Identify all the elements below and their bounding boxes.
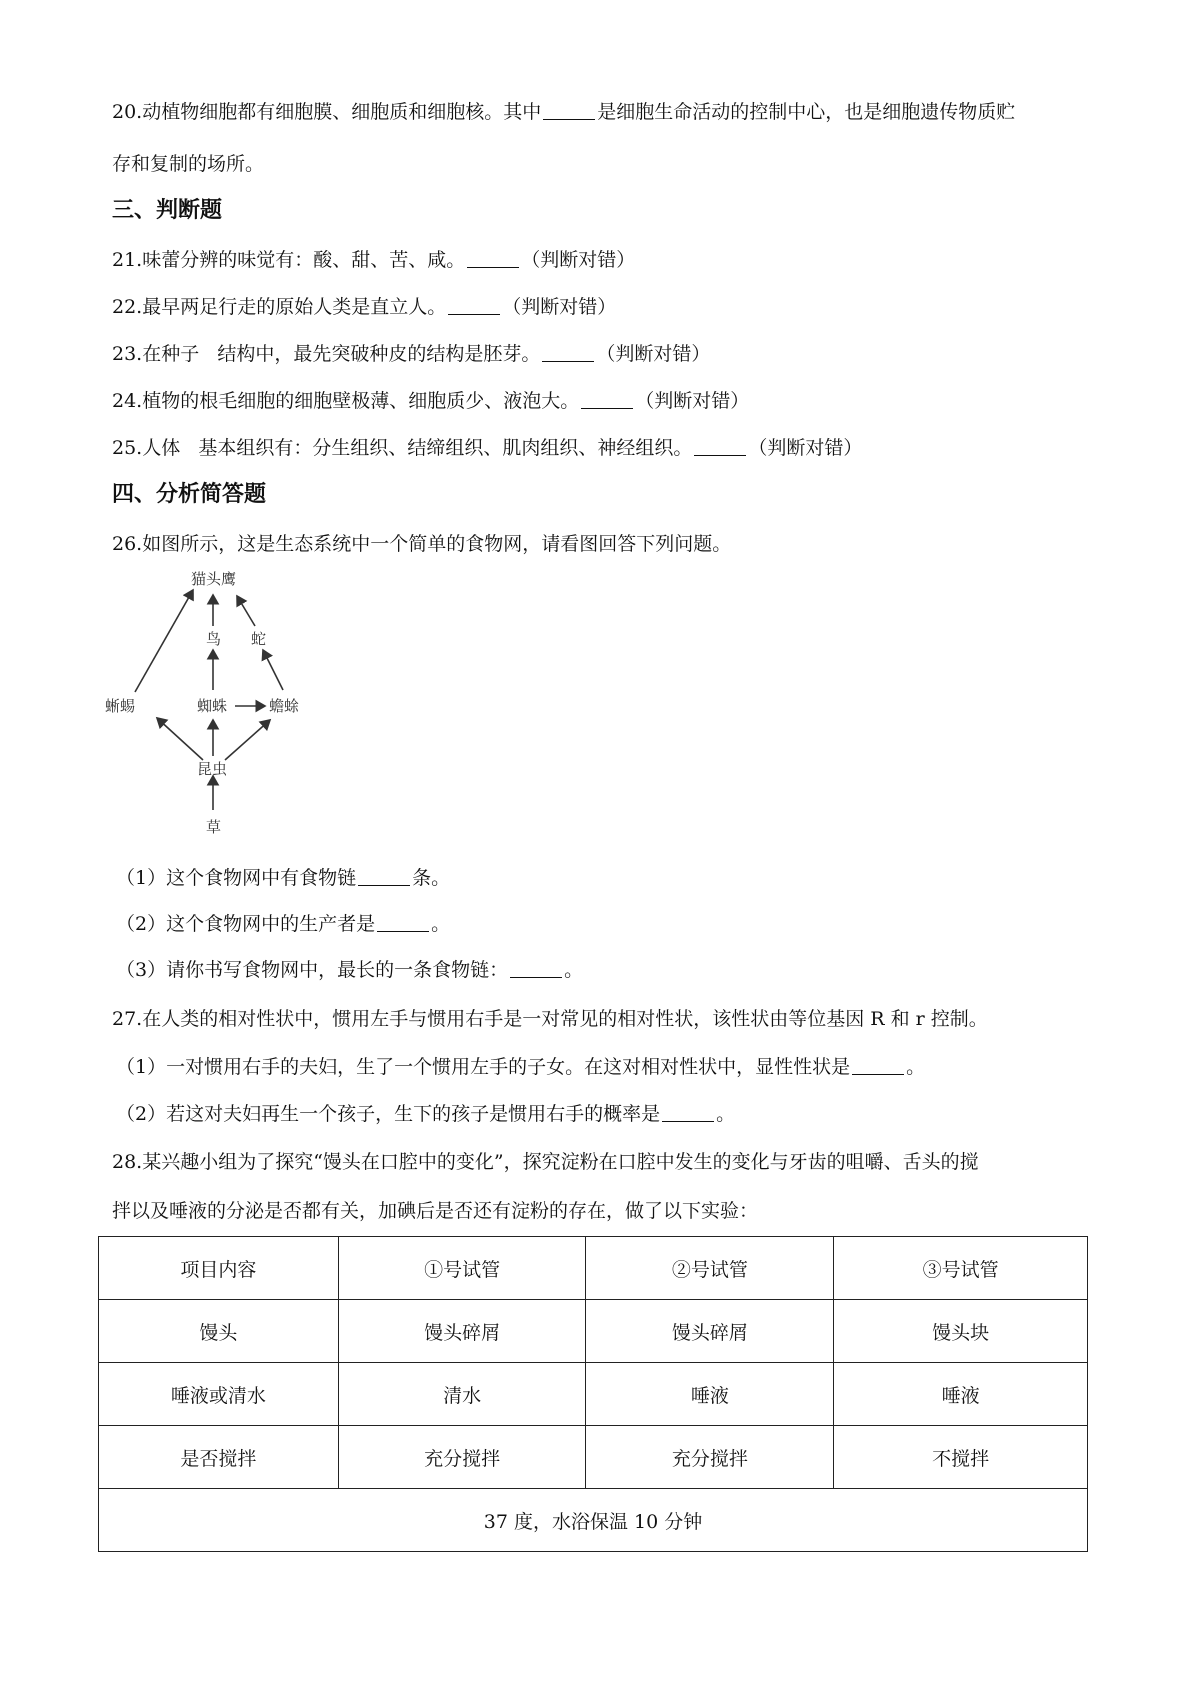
experiment-table bbox=[98, 1236, 1088, 1552]
label-grass: 草 bbox=[206, 818, 222, 836]
arrow-insect-lizard bbox=[157, 718, 203, 760]
table-cell: 不搅拌 bbox=[834, 1426, 1088, 1489]
question-28-line2: 拌以及唾液的分泌是否都有关，加碘后是否还有淀粉的存在，做了以下实验： bbox=[112, 1200, 759, 1222]
arrow-frog-snake bbox=[263, 650, 283, 690]
arrow-snake-eagle bbox=[237, 596, 255, 626]
table-cell: 充分搅拌 bbox=[586, 1426, 834, 1489]
table-cell: 馒头碎屑 bbox=[338, 1300, 586, 1363]
arrow-lizard-eagle bbox=[135, 590, 193, 692]
answer-blank bbox=[358, 867, 410, 886]
question-26-2: （2）这个食物网中的生产者是 。 bbox=[116, 913, 451, 935]
question-25: 25.人体 基本组织有：分生组织、结缔组织、肌肉组织、神经组织。 （判断对错） bbox=[112, 437, 863, 459]
label-spider: 蜘蛛 bbox=[197, 697, 228, 715]
table-cell: 唾液 bbox=[834, 1363, 1088, 1426]
table-row bbox=[99, 1300, 1088, 1363]
answer-blank bbox=[542, 343, 594, 362]
question-21: 21.味蕾分辨的味觉有：酸、甜、苦、咸。 （判断对错） bbox=[112, 249, 636, 271]
answer-blank bbox=[694, 437, 746, 456]
table-footer-cell: 37 度，水浴保温 10 分钟 bbox=[99, 1489, 1088, 1552]
table-cell: 唾液 bbox=[586, 1363, 834, 1426]
answer-blank bbox=[510, 959, 562, 978]
q20-line1: 20.动植物细胞都有细胞膜、细胞质和细胞核。其中 是细胞生命活动的控制中心，也是细胞遗传物质贮 bbox=[112, 101, 1016, 123]
table-header-cell: ③号试管 bbox=[834, 1237, 1088, 1300]
label-lizard: 蜥蜴 bbox=[105, 697, 136, 715]
label-snake: 蛇 bbox=[251, 630, 267, 648]
table-cell: 馒头碎屑 bbox=[586, 1300, 834, 1363]
label-insect: 昆虫 bbox=[197, 760, 228, 778]
question-23: 23.在种子 结构中，最先突破种皮的结构是胚芽。 （判断对错） bbox=[112, 343, 711, 365]
question-26-stem: 26.如图所示，这是生态系统中一个简单的食物网，请看图回答下列问题。 bbox=[112, 533, 732, 555]
table-header-cell: 项目内容 bbox=[99, 1237, 339, 1300]
answer-blank bbox=[543, 101, 595, 120]
q20-line2: 存和复制的场所。 bbox=[112, 153, 265, 175]
arrow-insect-frog bbox=[225, 720, 270, 760]
answer-blank bbox=[852, 1056, 904, 1075]
question-24: 24.植物的根毛细胞的细胞壁极薄、细胞质少、液泡大。 （判断对错） bbox=[112, 390, 750, 412]
answer-blank bbox=[581, 390, 633, 409]
answer-blank bbox=[377, 913, 429, 932]
table-cell: 馒头块 bbox=[834, 1300, 1088, 1363]
table-cell: 清水 bbox=[338, 1363, 586, 1426]
section-title-analysis: 四、分析简答题 bbox=[112, 482, 267, 507]
table-cell: 唾液或清水 bbox=[99, 1363, 339, 1426]
question-28-line1: 28.某兴趣小组为了探究“馒头在口腔中的变化”，探究淀粉在口腔中发生的变化与牙齿的咀嚼、舌头的搅 bbox=[112, 1151, 979, 1173]
question-27-1: （1）一对惯用右手的夫妇，生了一个惯用左手的子女。在这对相对性状中，显性性状是 。 bbox=[116, 1056, 926, 1078]
table-cell: 充分搅拌 bbox=[338, 1426, 586, 1489]
table-header-cell: ①号试管 bbox=[338, 1237, 586, 1300]
question-26-3: （3）请你书写食物网中，最长的一条食物链： 。 bbox=[116, 959, 584, 981]
table-header-cell: ②号试管 bbox=[586, 1237, 834, 1300]
question-22: 22.最早两足行走的原始人类是直立人。 （判断对错） bbox=[112, 296, 617, 318]
table-header-row bbox=[99, 1237, 1088, 1300]
question-27-stem: 27.在人类的相对性状中，惯用左手与惯用右手是一对常见的相对性状，该性状由等位基因 R 和 r 控制。 bbox=[112, 1008, 988, 1030]
answer-blank bbox=[448, 296, 500, 315]
table-row bbox=[99, 1426, 1088, 1489]
table-row bbox=[99, 1363, 1088, 1426]
label-eagle: 猫头鹰 bbox=[191, 570, 237, 588]
answer-blank bbox=[467, 249, 519, 268]
food-web-diagram bbox=[105, 570, 345, 840]
table-cell: 是否搅拌 bbox=[99, 1426, 339, 1489]
question-26-1: （1）这个食物网中有食物链 条。 bbox=[116, 867, 451, 889]
table-cell: 馒头 bbox=[99, 1300, 339, 1363]
question-27-2: （2）若这对夫妇再生一个孩子，生下的孩子是惯用右手的概率是 。 bbox=[116, 1103, 736, 1125]
table-footer-row bbox=[99, 1489, 1088, 1552]
label-frog: 蟾蜍 bbox=[269, 697, 300, 715]
label-bird: 鸟 bbox=[206, 630, 222, 648]
answer-blank bbox=[662, 1103, 714, 1122]
section-title-judge: 三、判断题 bbox=[112, 198, 223, 223]
